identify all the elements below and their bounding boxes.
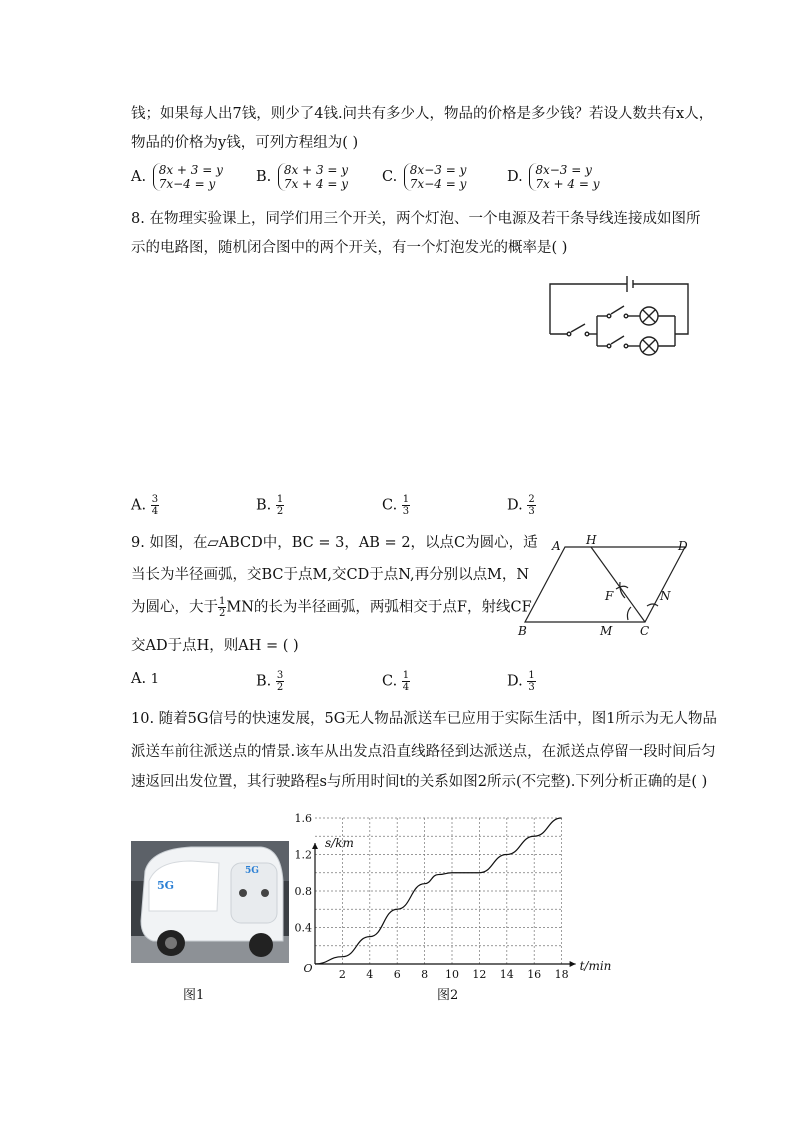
x-tick-label: 2	[338, 968, 346, 981]
q10-text-line1: 10. 随着5G信号的快速发展，5G无人物品派送车已应用于实际生活中，图1所示为无人物品	[131, 711, 718, 727]
y-tick-label: 1.6	[294, 812, 312, 825]
equation-system: 8x + 3 = y 7x + 4 = y	[278, 163, 348, 191]
q8-option-b[interactable]: B. $\frac{1}{2}$	[256, 494, 284, 517]
parallelogram-figure	[510, 532, 700, 642]
equation-system: 8x−3 = y 7x−4 = y	[404, 163, 467, 191]
label-d: D	[678, 539, 688, 553]
photo-5g-logo-front: 5G	[245, 866, 259, 876]
q7-option-b[interactable]: B. 8x + 3 = y 7x + 4 = y	[256, 163, 349, 191]
switch-lower	[611, 336, 624, 344]
x-tick-label: 16	[527, 968, 542, 981]
q9-option-d[interactable]: D. $\frac{1}{3}$	[507, 670, 535, 693]
x-tick-label: 4	[366, 968, 374, 981]
q7-text-line2: 物品的价格为y钱，可列方程组为( )	[131, 135, 359, 151]
x-tick-label: 18	[554, 968, 569, 981]
q8-option-d[interactable]: D. $\frac{2}{3}$	[507, 494, 535, 517]
ray-cf	[591, 547, 645, 622]
y-tick-label: 0.4	[294, 921, 312, 935]
q9-option-a[interactable]: A. 1	[131, 671, 159, 687]
equation-system: 8x + 3 = y 7x−4 = y	[153, 163, 223, 191]
arc-m	[627, 607, 631, 620]
fig1-caption: 图1	[183, 988, 205, 1003]
q8-text-line2: 示的电路图，随机闭合图中的两个开关，有一个灯泡发光的概率是( )	[131, 240, 568, 256]
switch-main	[571, 324, 585, 332]
x-tick-label: 8	[421, 968, 429, 981]
q10-text-line3: 速返回出发位置，其行驶路程s与所用时间t的关系如图2所示(不完整).下列分析正确的是( )	[131, 774, 708, 790]
q9-text-line1: 9. 如图，在▱ABCD中，BC = 3，AB = 2，以点C为圆心，适	[131, 535, 538, 551]
delivery-vehicle-photo	[131, 841, 289, 963]
photo-5g-logo: 5G	[157, 879, 175, 892]
q9-option-c[interactable]: C. $\frac{1}{4}$	[382, 670, 410, 693]
label-m: M	[600, 624, 613, 638]
arc-n	[647, 604, 658, 606]
q7-option-d[interactable]: D. 8x−3 = y 7x + 4 = y	[507, 163, 600, 191]
q9-option-b[interactable]: B. $\frac{3}{2}$	[256, 670, 284, 693]
switch-upper	[611, 306, 624, 314]
q9-text-line4: 交AD于点H，则AH = ( )	[131, 638, 299, 654]
q8-option-a[interactable]: A. $\frac{3}{4}$	[131, 494, 159, 517]
y-axis-arrow-icon	[312, 843, 318, 849]
y-tick-label: 0.8	[294, 885, 312, 898]
q9-text-line3: 为圆心，大于 $\frac{1}{2}$ MN的长为半径画弧，两弧相交于点F，射线CF	[131, 596, 532, 619]
circuit-diagram	[545, 272, 695, 360]
q7-option-c[interactable]: C. 8x−3 = y 7x−4 = y	[382, 163, 467, 191]
q7-text-line1: 钱；如果每人出7钱，则少了4钱.问共有多少人，物品的价格是多少钱？若设人数共有x人，	[131, 106, 714, 122]
label-h: H	[586, 533, 597, 547]
label-b: B	[518, 624, 527, 638]
label-f: F	[605, 589, 614, 603]
origin-label: O	[303, 962, 313, 975]
fig2-caption: 图2	[437, 988, 459, 1003]
q10-text-line2: 派送车前往派送点的情景.该车从出发点沿直线路径到达派送点，在派送点停留一段时间后匀	[131, 744, 716, 760]
x-axis-arrow-icon	[570, 961, 576, 967]
q9-text-line2: 当长为半径画弧，交BC于点M,交CD于点N,再分别以点M，N	[131, 567, 530, 583]
q8-text-line1: 8. 在物理实验课上，同学们用三个开关，两个灯泡、一个电源及若干条导线连接成如图所	[131, 211, 701, 227]
x-tick-label: 10	[445, 968, 459, 981]
equation-system: 8x−3 = y 7x + 4 = y	[529, 163, 599, 191]
x-tick-label: 14	[499, 968, 514, 981]
y-axis-label: s/km	[325, 836, 354, 850]
q7-option-a[interactable]: A. 8x + 3 = y 7x−4 = y	[131, 163, 223, 191]
label-c: C	[640, 624, 650, 638]
q8-option-c[interactable]: C. $\frac{1}{3}$	[382, 494, 410, 517]
label-n: N	[660, 589, 671, 603]
x-tick-label: 6	[393, 968, 401, 981]
label-a: A	[552, 539, 561, 553]
x-axis-label: t/min	[579, 959, 612, 973]
parallelogram-abcd	[525, 547, 685, 622]
y-tick-label: 1.2	[294, 848, 312, 862]
arc-f1	[616, 586, 628, 589]
distance-time-chart	[294, 812, 620, 985]
x-tick-label: 12	[472, 968, 487, 981]
